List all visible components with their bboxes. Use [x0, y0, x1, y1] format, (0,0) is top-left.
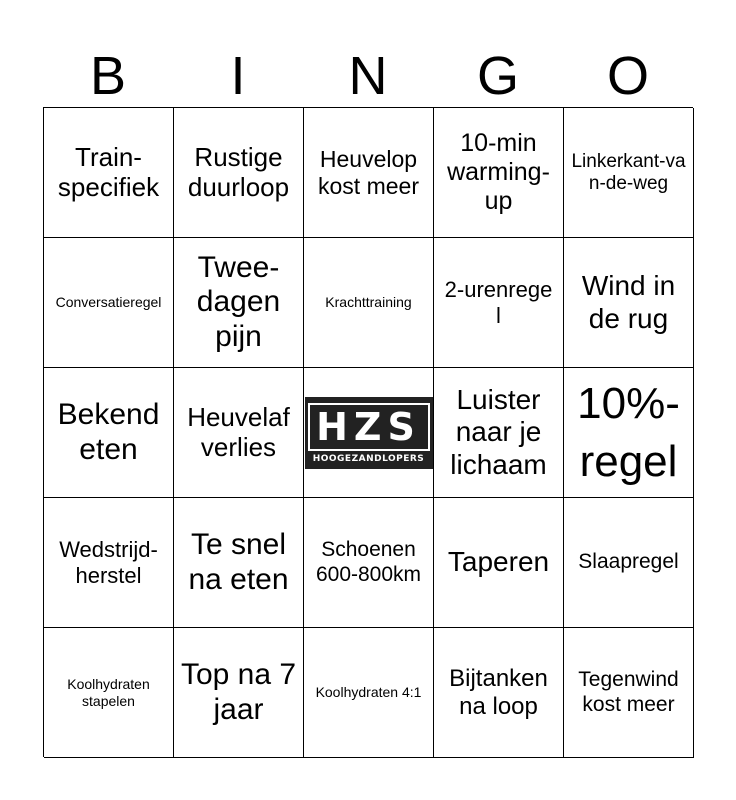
bingo-cell[interactable]: Heuvelop kost meer: [304, 108, 434, 238]
bingo-grid: [43, 107, 693, 757]
logo-sub-text: HOOGEZANDLOPERS: [312, 453, 425, 464]
header-letter-i: I: [230, 46, 246, 106]
bingo-cell[interactable]: Koolhydraten stapelen: [44, 628, 174, 758]
bingo-cell[interactable]: Taperen: [434, 498, 564, 628]
logo-cell[interactable]: [304, 368, 434, 498]
logo-frame: [308, 403, 430, 451]
bingo-cell[interactable]: Train-specifiek: [44, 108, 174, 238]
header-letter-n: N: [348, 46, 388, 106]
bingo-cell[interactable]: 2-urenregel: [434, 238, 564, 368]
bingo-cell[interactable]: Koolhydraten 4:1: [304, 628, 434, 758]
bingo-cell[interactable]: Conversatieregel: [44, 238, 174, 368]
logo-main-text: HZS: [316, 404, 421, 449]
bingo-cell[interactable]: Te snel na eten: [174, 498, 304, 628]
header-letter-g: G: [476, 46, 519, 106]
bingo-header: [43, 46, 693, 106]
bingo-cell[interactable]: Krachttraining: [304, 238, 434, 368]
hzs-logo: [305, 397, 433, 469]
bingo-cell[interactable]: Linkerkant-van-de-weg: [564, 108, 694, 238]
bingo-cell[interactable]: Bekend eten: [44, 368, 174, 498]
bingo-cell[interactable]: Tegenwind kost meer: [564, 628, 694, 758]
bingo-cell[interactable]: 10%-regel: [564, 368, 694, 498]
bingo-cell[interactable]: 10-min warming-up: [434, 108, 564, 238]
bingo-cell[interactable]: Wedstrijd-herstel: [44, 498, 174, 628]
bingo-cell[interactable]: Slaapregel: [564, 498, 694, 628]
bingo-cell[interactable]: Rustige duurloop: [174, 108, 304, 238]
header-letter-o: O: [606, 46, 649, 106]
bingo-cell[interactable]: Bijtanken na loop: [434, 628, 564, 758]
header-letter-b: B: [89, 46, 127, 106]
bingo-cell[interactable]: Heuvelaf verlies: [174, 368, 304, 498]
bingo-cell[interactable]: Schoenen 600-800km: [304, 498, 434, 628]
bingo-cell[interactable]: Wind in de rug: [564, 238, 694, 368]
bingo-cell[interactable]: Luister naar je lichaam: [434, 368, 564, 498]
bingo-cell[interactable]: Twee-dagen pijn: [174, 238, 304, 368]
bingo-cell[interactable]: Top na 7 jaar: [174, 628, 304, 758]
